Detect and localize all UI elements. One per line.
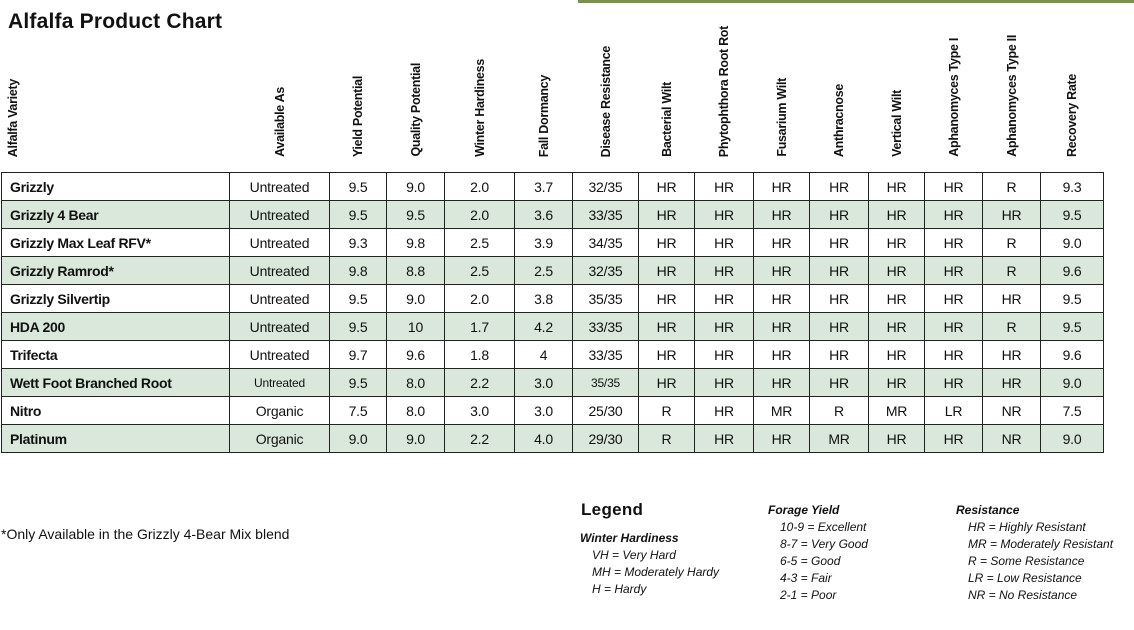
table-cell: 3.0	[515, 397, 573, 425]
table-cell: 9.0	[330, 425, 387, 453]
table-cell: HR	[639, 173, 695, 201]
table-cell: HR	[810, 173, 869, 201]
table-cell: R	[983, 257, 1041, 285]
table-cell: 8.0	[387, 369, 445, 397]
table-cell: HR	[695, 313, 754, 341]
table-cell: HR	[983, 369, 1041, 397]
table-cell: R	[983, 173, 1041, 201]
table-cell: 10	[387, 313, 445, 341]
table-cell: 3.7	[515, 173, 573, 201]
table-cell: 9.6	[387, 341, 445, 369]
table-cell: HR	[925, 425, 983, 453]
table-cell: 9.5	[387, 201, 445, 229]
table-cell: HR	[869, 313, 925, 341]
table-cell: 9.6	[1041, 341, 1104, 369]
table-row	[2, 341, 1104, 369]
table-cell: 2.2	[445, 369, 515, 397]
table-cell: 9.0	[1041, 425, 1104, 453]
table-row	[2, 397, 1104, 425]
table-cell: HR	[810, 229, 869, 257]
table-cell: 9.5	[330, 201, 387, 229]
table-cell: HR	[869, 341, 925, 369]
table-cell: 9.5	[330, 173, 387, 201]
variety-cell: Grizzly 4 Bear	[2, 201, 230, 229]
table-cell: HR	[925, 229, 983, 257]
table-cell: HR	[754, 229, 810, 257]
table-cell: 9.5	[1041, 313, 1104, 341]
table-cell: 9.5	[1041, 285, 1104, 313]
table-cell: R	[639, 397, 695, 425]
table-cell: 9.5	[330, 313, 387, 341]
table-cell: Untreated	[230, 201, 330, 229]
table-cell: 2.0	[445, 285, 515, 313]
table-cell: 35/35	[573, 369, 639, 397]
page-title: Alfalfa Product Chart	[8, 10, 223, 33]
table-cell: Untreated	[230, 257, 330, 285]
table-cell: 9.8	[330, 257, 387, 285]
table-cell: 4.0	[515, 425, 573, 453]
table-cell: Untreated	[230, 369, 330, 397]
table-cell: HR	[925, 285, 983, 313]
table-cell: 7.5	[330, 397, 387, 425]
variety-cell: Wett Foot Branched Root	[2, 369, 230, 397]
legend-forage-yield	[768, 502, 868, 604]
legend-item: LR = Low Resistance	[968, 571, 1082, 585]
variety-cell: Trifecta	[2, 341, 230, 369]
table-cell: HR	[869, 173, 925, 201]
table-cell: 32/35	[573, 257, 639, 285]
table-cell: 34/35	[573, 229, 639, 257]
table-cell: 1.7	[445, 313, 515, 341]
legend-heading: Winter Hardiness	[580, 531, 679, 545]
table-cell: Organic	[230, 425, 330, 453]
table-cell: 3.8	[515, 285, 573, 313]
footnote: *Only Available in the Grizzly 4-Bear Mix blend	[1, 526, 290, 542]
column-header: Phytophthora Root Rot	[695, 6, 754, 173]
variety-cell: Nitro	[2, 397, 230, 425]
table-cell: 2.5	[515, 257, 573, 285]
legend-item: H = Hardy	[592, 582, 647, 596]
table-cell: 9.0	[1041, 369, 1104, 397]
table-cell: 9.0	[387, 285, 445, 313]
table-cell: HR	[810, 257, 869, 285]
variety-cell: Grizzly Max Leaf RFV*	[2, 229, 230, 257]
column-header: Anthracnose	[810, 6, 869, 173]
table-cell: 32/35	[573, 173, 639, 201]
variety-cell: Grizzly	[2, 173, 230, 201]
table-cell: 9.8	[387, 229, 445, 257]
variety-cell: Grizzly Silvertip	[2, 285, 230, 313]
column-header: Yield Potential	[330, 6, 387, 173]
table-cell: HR	[639, 313, 695, 341]
legend-item: 2-1 = Poor	[780, 588, 837, 602]
table-cell: HR	[695, 397, 754, 425]
table-cell: R	[810, 397, 869, 425]
legend-heading: Forage Yield	[768, 503, 840, 517]
legend-heading: Resistance	[956, 503, 1020, 517]
table-cell: HR	[639, 229, 695, 257]
column-header: Alfalfa Variety	[2, 6, 230, 173]
variety-cell: Grizzly Ramrod*	[2, 257, 230, 285]
table-cell: HR	[754, 313, 810, 341]
table-cell: NR	[983, 425, 1041, 453]
table-cell: Untreated	[230, 313, 330, 341]
table-cell: HR	[983, 341, 1041, 369]
table-cell: MR	[869, 397, 925, 425]
table-cell: R	[983, 313, 1041, 341]
table-cell: HR	[869, 425, 925, 453]
table-cell: HR	[695, 229, 754, 257]
table-cell: 9.5	[330, 285, 387, 313]
table-cell: 2.5	[445, 257, 515, 285]
table-cell: HR	[754, 425, 810, 453]
table-cell: 8.0	[387, 397, 445, 425]
column-header: Bacterial Wilt	[639, 6, 695, 173]
table-cell: 3.0	[515, 369, 573, 397]
table-cell: HR	[869, 201, 925, 229]
variety-cell: HDA 200	[2, 313, 230, 341]
table-cell: 8.8	[387, 257, 445, 285]
table-row	[2, 425, 1104, 453]
table-row	[2, 285, 1104, 313]
table-row	[2, 201, 1104, 229]
legend-item: 8-7 = Very Good	[780, 537, 868, 551]
table-cell: HR	[983, 201, 1041, 229]
table-cell: 2.2	[445, 425, 515, 453]
table-cell: HR	[754, 341, 810, 369]
table-row	[2, 313, 1104, 341]
table-cell: HR	[925, 257, 983, 285]
table-cell: 2.5	[445, 229, 515, 257]
table-cell: HR	[983, 285, 1041, 313]
table-cell: HR	[925, 173, 983, 201]
table-row	[2, 229, 1104, 257]
table-cell: HR	[810, 285, 869, 313]
table-cell: 25/30	[573, 397, 639, 425]
table-cell: HR	[869, 257, 925, 285]
table-cell: HR	[810, 313, 869, 341]
table-cell: 33/35	[573, 313, 639, 341]
table-cell: HR	[695, 425, 754, 453]
table-cell: HR	[695, 201, 754, 229]
table-cell: 9.5	[1041, 201, 1104, 229]
table-cell: 4	[515, 341, 573, 369]
legend-title: Legend	[581, 500, 644, 519]
table-cell: 29/30	[573, 425, 639, 453]
table-cell: 35/35	[573, 285, 639, 313]
product-table	[1, 6, 1104, 453]
table-cell: 3.9	[515, 229, 573, 257]
column-header: Recovery Rate	[1041, 6, 1104, 173]
table-cell: 9.0	[387, 425, 445, 453]
table-cell: R	[639, 425, 695, 453]
table-cell: Organic	[230, 397, 330, 425]
column-header: Vertical Wilt	[869, 6, 925, 173]
table-cell: HR	[754, 173, 810, 201]
table-cell: 33/35	[573, 201, 639, 229]
legend-item: HR = Highly Resistant	[968, 520, 1086, 534]
table-cell: HR	[925, 369, 983, 397]
column-header: Fall Dormancy	[515, 6, 573, 173]
table-row	[2, 257, 1104, 285]
table-cell: HR	[754, 257, 810, 285]
table-cell: HR	[925, 341, 983, 369]
table-cell: 1.8	[445, 341, 515, 369]
legend-resistance	[956, 502, 1113, 604]
table-cell: HR	[695, 173, 754, 201]
top-accent-bar	[578, 0, 1134, 3]
column-header: Aphanomyces Type I	[925, 6, 983, 173]
table-cell: 3.6	[515, 201, 573, 229]
table-row	[2, 173, 1104, 201]
table-cell: HR	[810, 341, 869, 369]
table-cell: HR	[810, 369, 869, 397]
table-cell: HR	[925, 201, 983, 229]
table-cell: 4.2	[515, 313, 573, 341]
table-cell: HR	[639, 257, 695, 285]
table-cell: 33/35	[573, 341, 639, 369]
table-cell: 9.3	[1041, 173, 1104, 201]
table-cell: 9.0	[1041, 229, 1104, 257]
legend-item: MR = Moderately Resistant	[968, 537, 1114, 551]
table-cell: 9.6	[1041, 257, 1104, 285]
column-header: Fusarium Wilt	[754, 6, 810, 173]
table-body	[2, 173, 1104, 453]
table-cell: R	[983, 229, 1041, 257]
table-row	[2, 369, 1104, 397]
table-cell: Untreated	[230, 173, 330, 201]
column-header: Disease Resistance	[573, 6, 639, 173]
table-cell: 9.0	[387, 173, 445, 201]
legend-item: 10-9 = Excellent	[780, 520, 867, 534]
legend-winter-hardiness	[580, 530, 719, 598]
table-cell: 7.5	[1041, 397, 1104, 425]
table-cell: HR	[754, 369, 810, 397]
table-cell: NR	[983, 397, 1041, 425]
table-cell: HR	[754, 201, 810, 229]
table-cell: HR	[695, 257, 754, 285]
table-cell: HR	[639, 201, 695, 229]
column-header: Available As	[230, 6, 330, 173]
legend-item: R = Some Resistance	[968, 554, 1085, 568]
table-cell: HR	[810, 201, 869, 229]
table-cell: HR	[925, 313, 983, 341]
table-cell: 2.0	[445, 173, 515, 201]
table-cell: LR	[925, 397, 983, 425]
table-cell: HR	[869, 285, 925, 313]
table-cell: MR	[754, 397, 810, 425]
table-cell: HR	[695, 369, 754, 397]
table-cell: MR	[810, 425, 869, 453]
variety-cell: Platinum	[2, 425, 230, 453]
legend-item: VH = Very Hard	[592, 548, 676, 562]
table-cell: Untreated	[230, 285, 330, 313]
table-cell: HR	[639, 369, 695, 397]
table-cell: HR	[639, 285, 695, 313]
table-cell: 2.0	[445, 201, 515, 229]
legend-item: NR = No Resistance	[968, 588, 1078, 602]
table-cell: 9.5	[330, 369, 387, 397]
table-cell: HR	[695, 285, 754, 313]
legend-item: 4-3 = Fair	[780, 571, 832, 585]
table-cell: HR	[754, 285, 810, 313]
table-cell: HR	[869, 369, 925, 397]
table-cell: Untreated	[230, 229, 330, 257]
table-cell: HR	[869, 229, 925, 257]
table-cell: 9.7	[330, 341, 387, 369]
column-header: Aphanomyces Type II	[983, 6, 1041, 173]
table-cell: HR	[695, 341, 754, 369]
table-cell: HR	[639, 341, 695, 369]
legend-item: 6-5 = Good	[780, 554, 841, 568]
table-cell: 9.3	[330, 229, 387, 257]
column-header: Quality Potential	[387, 6, 445, 173]
legend-item: MH = Moderately Hardy	[592, 565, 720, 579]
table-cell: Untreated	[230, 341, 330, 369]
column-header: Winter Hardiness	[445, 6, 515, 173]
table-cell: 3.0	[445, 397, 515, 425]
